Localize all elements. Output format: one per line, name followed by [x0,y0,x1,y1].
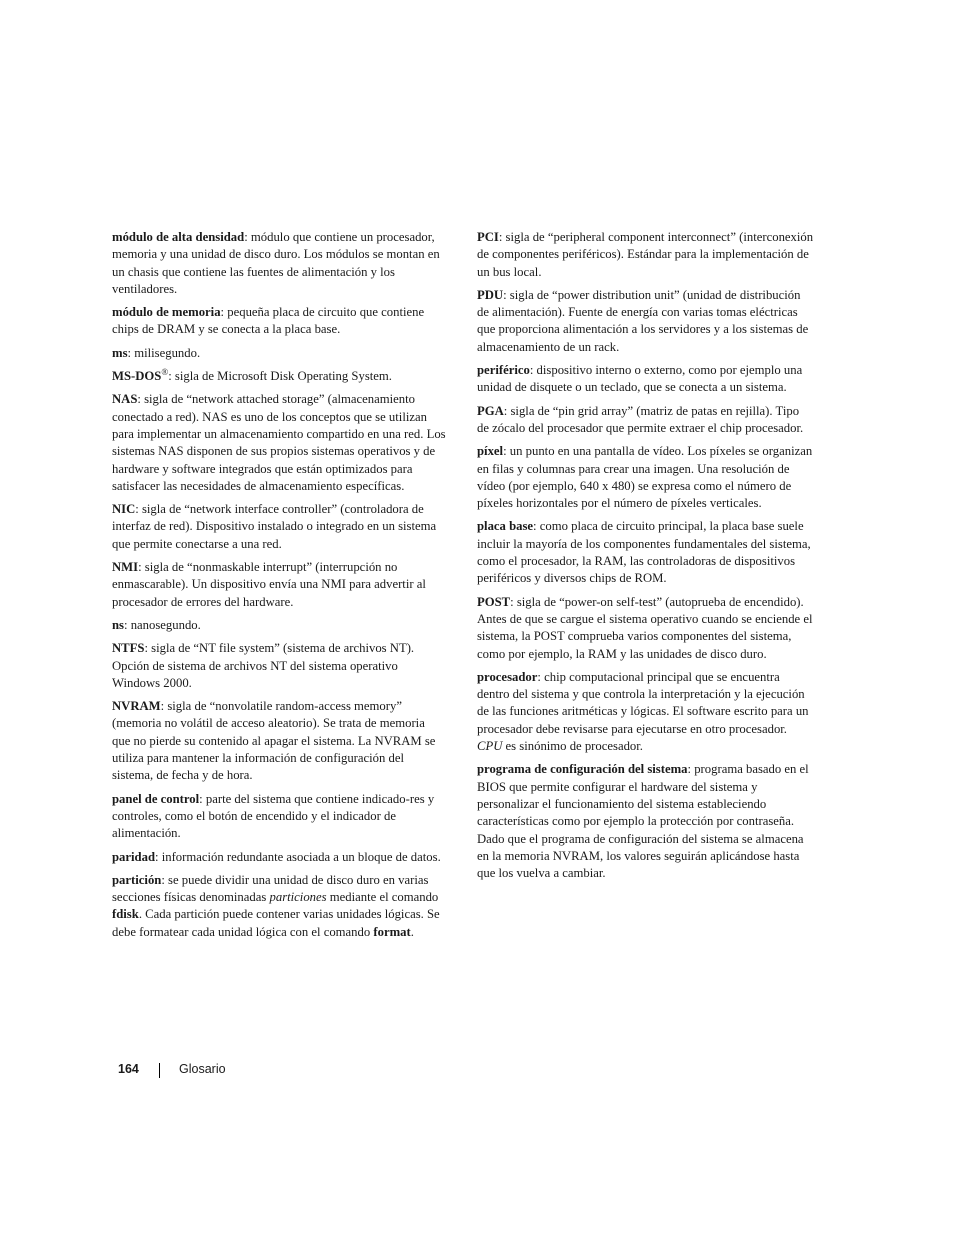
registered-mark: ® [161,366,169,377]
glossary-definition: : parte del sistema que contiene indicado-res y controles, como el botón de encendido y el indicador de alimentación. [112,791,435,841]
glossary-term: NIC [112,502,136,517]
command-format: format [373,924,411,939]
glossary-term: módulo de alta densidad [112,230,245,244]
glossary-definition: : sigla de “pin grid array” (matriz de patas en rejilla). Tipo de zócalo del procesador que permite extraer el chip procesador. [477,403,804,435]
glossary-entry [112,345,446,362]
glossary-term: PDU [477,287,504,302]
glossary-entry [112,640,446,692]
glossary-term: PCI [477,230,499,244]
glossary-term: NTFS [112,641,145,656]
glossary-term: PGA [477,403,504,418]
page-number: 164 [118,1062,139,1076]
glossary-term: MS-DOS [112,369,162,384]
glossary-definition: : pequeña placa de circuito que contiene chips de DRAM y se conecta a la placa base. [112,305,425,337]
glossary-definition: : módulo que contiene un procesador, memoria y una unidad de disco duro. Los módulos se montan en un chasis que contiene las fuentes de alimentación y los ventiladores. [112,230,440,296]
glossary-entry [477,229,814,281]
glossary-definition: : un punto en una pantalla de vídeo. Los píxeles se organizan en filas y columnas para crear una imagen. Una resolución de vídeo (por ejemplo, 640 x 480) se expresa como el número de píxeles horizontales por el número de píxeles verticales. [477,444,813,511]
glossary-definition: : dispositivo interno o externo, como por ejemplo una unidad de disquete o un teclado, que se conecta a un sistema. [477,363,803,395]
glossary-entry [112,872,446,941]
glossary-definition: : como placa de circuito principal, la placa base suele incluir la mayoría de los componentes fundamentales del sistema, como el procesador, la RAM, las controladoras de dispositivos periféricos y diversos chips de ROM. [477,519,811,586]
glossary-definition: : sigla de “power-on self-test” (autoprueba de encendido). Antes de que se cargue el sistema operativo cuando se enciende el sistema, la POST comprueba varios componentes del sistema, como por ejemplo, la RAM y las unidades de disco duro. [477,594,813,661]
glossary-definition-cont: es sinónimo de procesador. [502,739,643,754]
glossary-entry [112,791,446,843]
glossary-term: ns [112,617,124,632]
glossary-term: NAS [112,392,138,407]
glossary-term: ms [112,345,128,360]
glossary-entry [112,698,446,784]
glossary-definition: : programa basado en el BIOS que permite configurar el hardware del sistema y personalizar el funcionamiento del sistema estableciendo características como por ejemplo la protección por contraseña. Dado que el programa de configuración del sistema se almacena en la memoria NVRAM, los valores seguirán aplicándose hasta que los vuelva a cambiar. [477,762,809,881]
command-fdisk: fdisk [112,907,139,922]
glossary-term: píxel [477,444,504,459]
glossary-term: panel de control [112,791,200,806]
glossary-entry [112,849,446,866]
glossary-definition: : sigla de “network attached storage” (almacenamiento conectado a red). NAS es uno de los conceptos que se utilizan para implementar un almacenamiento compartido en una red. Los sistemas NAS disponen de sus propios sistemas operativos y de hardware y software integrados que están optimizados para satisfacer las necesidades de almacenamiento específicas. [112,392,446,493]
glossary-definition-cont: mediante el comando [326,890,439,905]
glossary-entry [477,669,814,755]
glossary-term: periférico [477,363,530,378]
glossary-term: NVRAM [112,699,161,714]
glossary-term: procesador [477,669,538,684]
emphasized-term: CPU [477,739,503,754]
glossary-entry [112,617,446,634]
glossary-definition: : sigla de “nonvolatile random-access memory” (memoria no volátil de acceso aleatorio). Se trata de memoria que no pierde su contenido al apagar el sistema. La NVRAM se utiliza para mantener la información de configuración del sistema, de fecha y de hora. [112,699,436,783]
glossary-definition-cont: . [410,924,414,939]
glossary-entry [112,501,446,553]
section-title: Glosario [179,1062,226,1076]
glossary-definition: : sigla de “peripheral component interconnect” (interconexión de componentes periféricos). Estándar para la implementación de un bus local. [477,230,814,279]
glossary-definition: : chip computacional principal que se encuentra dentro del sistema y que controla la interpretación y la ejecución de las funciones aritméticas y lógicas. El software escrito para un procesador debe revisarse para ejecutarse en otro procesador. [477,669,809,736]
glossary-term: módulo de memoria [112,305,221,320]
glossary-definition-cont: . Cada partición puede contener varias unidades lógicas. Se debe formatear cada unidad lógica con el comando [112,907,440,939]
glossary-entry [477,761,814,882]
glossary-term: NMI [112,560,139,575]
glossary-entry [477,443,814,512]
glossary-entry [112,391,446,495]
glossary-entry [477,362,814,397]
emphasized-term: particiones [269,890,327,905]
glossary-definition: : sigla de “NT file system” (sistema de archivos NT). Opción de sistema de archivos NT del sistema operativo Windows 2000. [112,641,415,690]
glossary-entry [477,287,814,356]
glossary-definition: : información redundante asociada a un bloque de datos. [155,849,441,864]
glossary-entry [112,304,446,339]
glossary-definition: : milisegundo. [127,345,201,360]
glossary-definition: : nanosegundo. [124,617,201,632]
glossary-definition: : sigla de “network interface controller” (controladora de interfaz de red). Dispositivo instalado o integrado en un sistema que permite conectarse a una red. [112,502,437,551]
glossary-term: placa base [477,519,534,534]
glossary-entry [112,559,446,611]
left-column [112,229,446,947]
glossary-term: POST [477,594,511,609]
glossary-definition: : sigla de “power distribution unit” (unidad de distribución de alimentación). Fuente de energía con varias tomas eléctricas que proporciona alimentación a los servidores y a los sistemas de almacenamiento de un rack. [477,287,809,354]
glossary-entry [112,368,446,385]
glossary-term: paridad [112,849,156,864]
glossary-entry [477,403,814,438]
glossary-entry [477,594,814,663]
glossary-term: partición [112,872,162,887]
glossary-term: programa de configuración del sistema [477,762,688,777]
right-column [477,229,814,888]
footer-separator [159,1063,160,1078]
glossary-definition: : sigla de Microsoft Disk Operating System. [168,369,392,384]
glossary-entry [112,229,446,298]
glossary-definition: : se puede dividir una unidad de disco duro en varias secciones físicas denominadas [112,872,429,905]
glossary-definition: : sigla de “nonmaskable interrupt” (interrupción no enmascarable). Un dispositivo envía una NMI para advertir al procesador de errores del hardware. [112,560,426,609]
glossary-entry [477,518,814,587]
